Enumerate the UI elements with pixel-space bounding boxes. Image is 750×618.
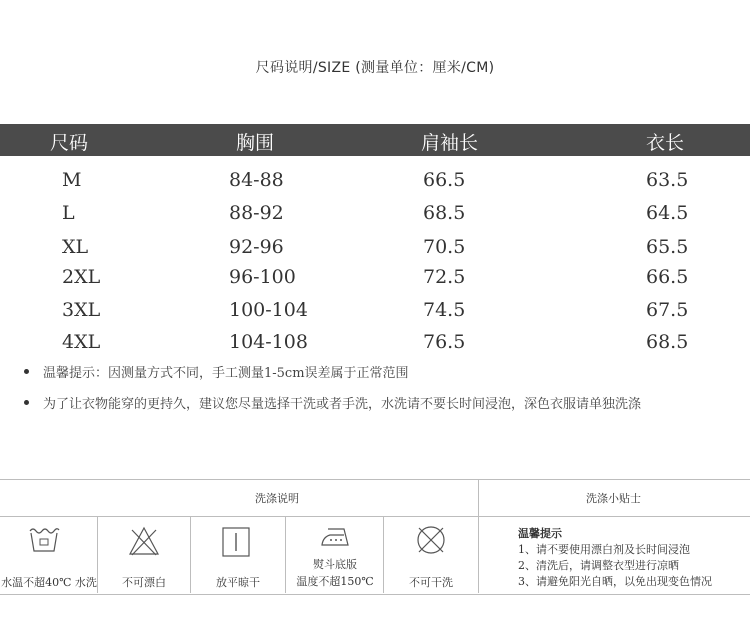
page-title: 尺码说明/SIZE (测量单位：厘米/CM) <box>255 60 495 76</box>
cell-length: 63.5 <box>646 169 689 191</box>
wash-instructions-heading: 洗涤说明 <box>255 492 299 505</box>
no-dry-clean-icon <box>415 524 447 556</box>
header-chest: 胸围 <box>236 132 275 154</box>
cell-sleeve: 66.5 <box>423 169 466 191</box>
no-dry-clean-label: 不可干洗 <box>409 576 453 589</box>
wash-tub-icon <box>28 525 60 553</box>
cell-sleeve: 72.5 <box>423 266 466 288</box>
wash-label: 水温不超40℃ 水洗 <box>1 576 97 589</box>
tips-line: 2、清洗后，请调整衣型进行凉晒 <box>518 559 679 572</box>
cell-size: XL <box>62 236 89 258</box>
cell-sleeve: 68.5 <box>423 202 466 224</box>
cell-length: 68.5 <box>646 331 689 353</box>
cell-sleeve: 76.5 <box>423 331 466 353</box>
size-table-header <box>0 124 750 156</box>
care-note <box>24 393 641 412</box>
cell-chest: 92-96 <box>229 236 284 258</box>
cell-chest: 100-104 <box>229 299 308 321</box>
cell-length: 64.5 <box>646 202 689 224</box>
iron-label-line1: 熨斗底版 <box>313 558 357 571</box>
cell-size: 3XL <box>62 299 101 321</box>
iron-label-line2: 温度不超150℃ <box>296 575 374 588</box>
care-divider <box>478 479 479 593</box>
care-divider <box>0 516 750 517</box>
header-size: 尺码 <box>50 132 89 154</box>
cell-size: 4XL <box>62 331 101 353</box>
cell-chest: 104-108 <box>229 331 308 353</box>
flat-dry-icon <box>222 527 250 557</box>
cell-size: 2XL <box>62 266 101 288</box>
cell-chest: 84-88 <box>229 169 284 191</box>
tips-title: 温馨提示 <box>518 527 562 540</box>
header-body-length: 衣长 <box>646 132 685 154</box>
flat-dry-label: 放平晾干 <box>216 576 260 589</box>
tips-line: 3、请避免阳光自晒，以免出现变色情况 <box>518 575 712 588</box>
no-bleach-label: 不可漂白 <box>122 576 166 589</box>
note-text: 为了让衣物能穿的更持久，建议您尽量选择干洗或者手洗，水洗请不要长时间浸泡，深色衣服请单独洗涤 <box>43 397 642 412</box>
cell-size: L <box>62 202 75 224</box>
cell-length: 67.5 <box>646 299 689 321</box>
bullet-icon <box>24 400 29 405</box>
bullet-icon <box>24 369 29 374</box>
cell-sleeve: 74.5 <box>423 299 466 321</box>
cell-chest: 88-92 <box>229 202 284 224</box>
tips-line: 1、请不要使用漂白剂及长时间浸泡 <box>518 543 690 556</box>
note-text: 温馨提示：因测量方式不同，手工测量1-5cm误差属于正常范围 <box>43 366 409 381</box>
wash-tips-heading: 洗涤小贴士 <box>586 492 641 505</box>
no-bleach-icon <box>128 526 160 556</box>
cell-size: M <box>62 169 82 191</box>
iron-icon <box>320 525 350 547</box>
cell-length: 66.5 <box>646 266 689 288</box>
cell-sleeve: 70.5 <box>423 236 466 258</box>
measurement-note <box>24 362 409 381</box>
header-sleeve-length: 肩袖长 <box>421 132 479 154</box>
cell-length: 65.5 <box>646 236 689 258</box>
cell-chest: 96-100 <box>229 266 296 288</box>
